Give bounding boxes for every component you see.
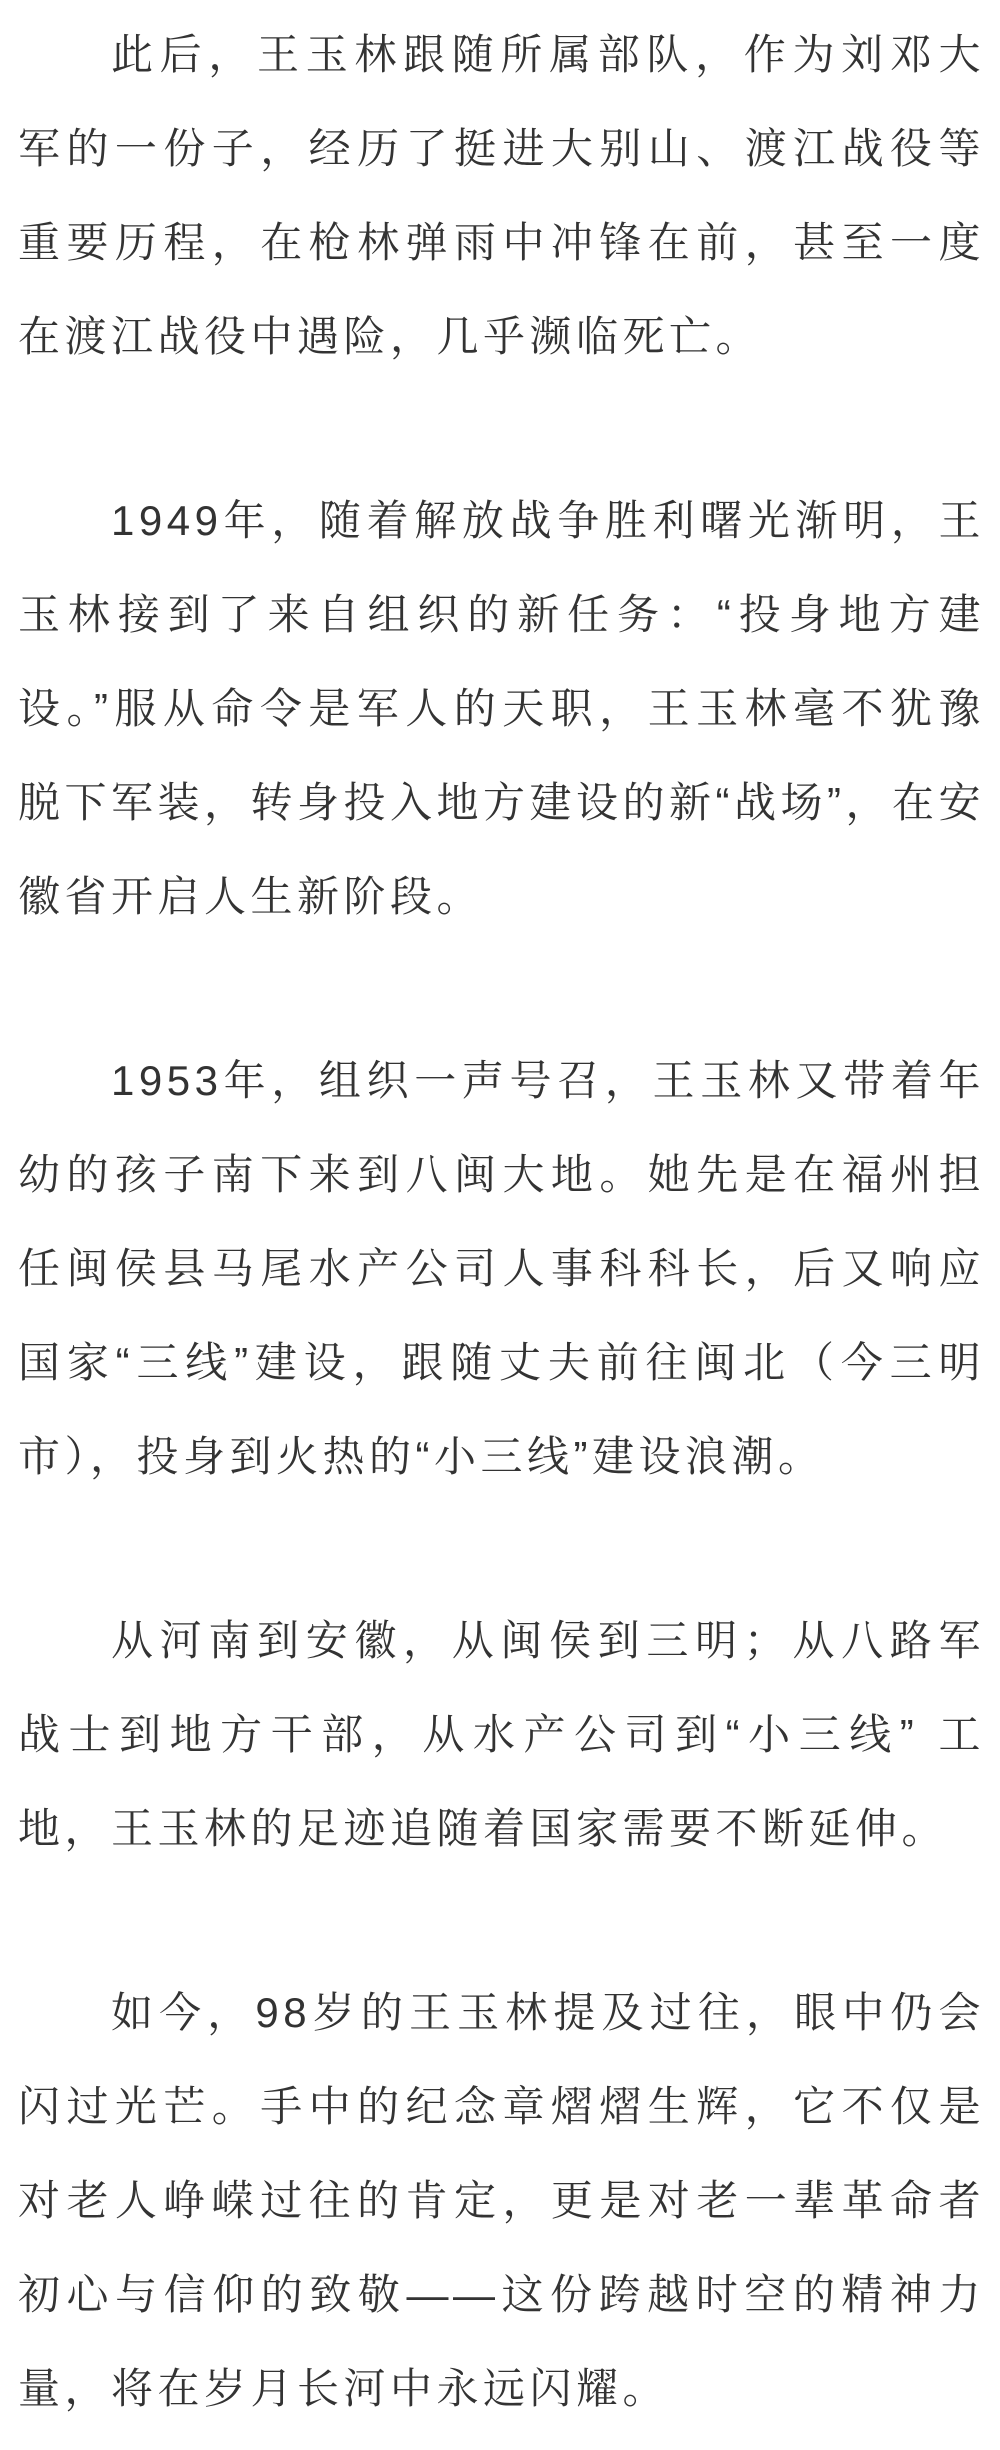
article-paragraph: 此后，王玉林跟随所属部队，作为刘邓大军的一份子，经历了挺进大别山、渡江战役等重要历程，在枪林弹雨中冲锋在前，甚至一度在渡江战役中遇险，几乎濒临死亡。	[18, 31, 985, 360]
article-paragraph: 1949年，随着解放战争胜利曙光渐明，王玉林接到了来自组织的新任务：“投身地方建设。”服从命令是军人的天职，王玉林毫不犹豫脱下军装，转身投入地方建设的新“战场”，在安徽省开启人生新阶段。	[18, 497, 985, 920]
article-paragraph: 从河南到安徽，从闽侯到三明；从八路军战士到地方干部，从水产公司到“小三线” 工地，王玉林的足迹追随着国家需要不断延伸。	[18, 1617, 985, 1852]
article-paragraph: 1953年，组织一声号召，王玉林又带着年幼的孩子南下来到八闽大地。她先是在福州担任闽侯县马尾水产公司人事科科长，后又响应国家“三线”建设，跟随丈夫前往闽北（今三明市），投身到火热的“小三线”建设浪潮。	[18, 1057, 985, 1480]
article-paragraph: 如今，98岁的王玉林提及过往，眼中仍会闪过光芒。手中的纪念章熠熠生辉，它不仅是对老人峥嵘过往的肯定，更是对老一辈革命者初心与信仰的致敬——这份跨越时空的精神力量，将在岁月长河中永远闪耀。	[18, 1989, 985, 2412]
